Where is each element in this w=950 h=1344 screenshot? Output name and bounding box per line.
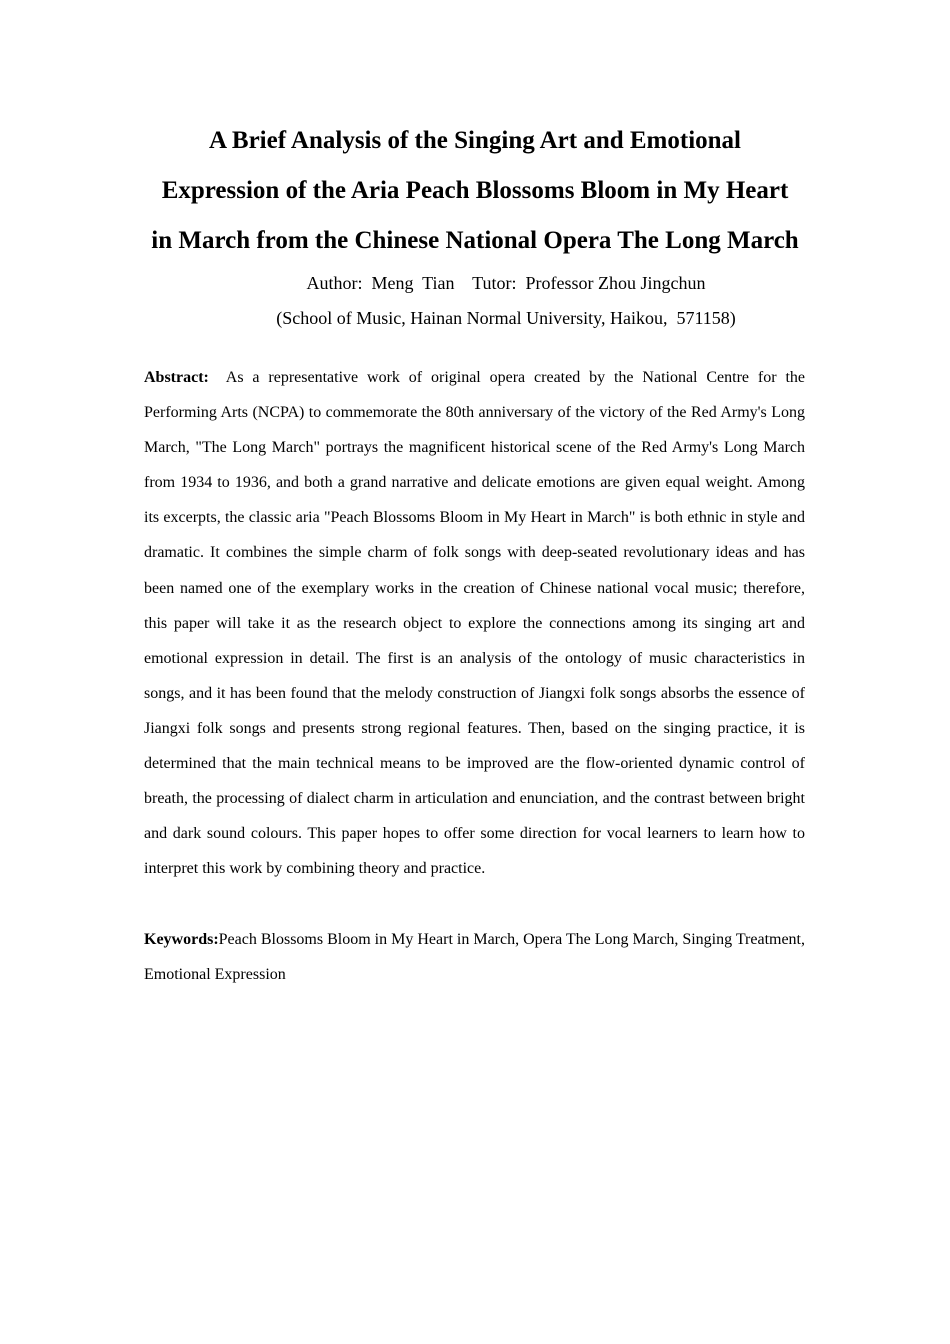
paper-title xyxy=(140,116,810,266)
affiliation-line: (School of Music, Hainan Normal University, Haikou, 571158) xyxy=(276,308,736,328)
author-tutor-line: Author: Meng Tian Tutor: Professor Zhou Jingchun xyxy=(306,273,706,293)
abstract-text: As a representative work of original opera created by the National Centre for the Performing Arts (NCPA) to commemorate the 80th anniversary of the victory of the Red Army's Long March, "The Long March" portrays the magnificent historical scene of the Red Army's Long March from 1934 to 1936, and both a grand narrative and delicate emotions are given equal weight. Among its excerpts, the classic aria "Peach Blossoms Bloom in My Heart in March" is both ethnic in style and dramatic. It combines the simple charm of folk songs with deep-seated revolutionary ideas and has been named one of the exemplary works in the creation of Chinese national vocal music; therefore, this paper will take it as the research object to explore the connections among its singing art and emotional expression in detail. The first is an analysis of the ontology of music characteristics in songs, and it has been found that the melody construction of Jiangxi folk songs absorbs the essence of Jiangxi folk songs and presents strong regional features. Then, based on the singing practice, it is determined that the main technical means to be improved are the flow-oriented dynamic control of breath, the processing of dialect charm in articulation and enunciation, and the contrast between bright and dark sound colours. This paper hopes to offer some direction for vocal learners to learn how to interpret this work by combining theory and practice. xyxy=(144,369,805,878)
paper-title-line-3: in March from the Chinese National Opera The Long March xyxy=(151,227,799,254)
abstract-label: Abstract: xyxy=(144,369,209,386)
abstract-paragraph xyxy=(144,360,805,886)
paper-title-line-2: Expression of the Aria Peach Blossoms Bloom in My Heart xyxy=(161,177,789,204)
keywords-text: Peach Blossoms Bloom in My Heart in March, Opera The Long March, Singing Treatment, Emotional Expression xyxy=(144,931,805,984)
keywords-paragraph xyxy=(144,922,805,992)
keywords-label: Keywords: xyxy=(144,931,219,948)
paper-title-line-1: A Brief Analysis of the Singing Art and Emotional xyxy=(208,127,742,154)
